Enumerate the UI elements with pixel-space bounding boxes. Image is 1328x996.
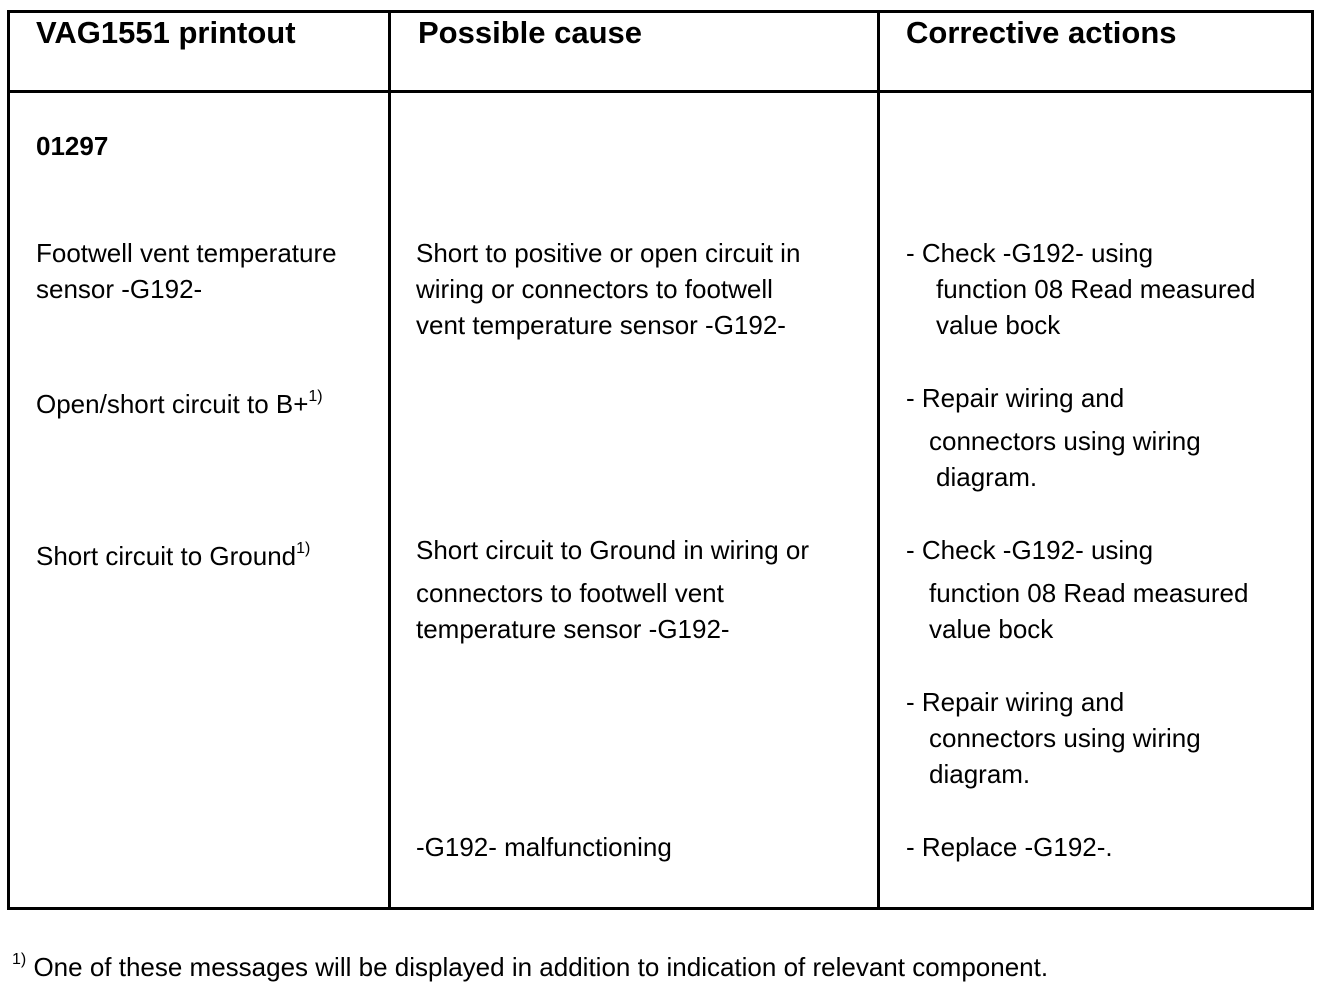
fault-message-short-ground-text: Short circuit to Ground — [36, 541, 297, 571]
cause-1-line2: wiring or connectors to footwell — [416, 274, 773, 304]
component-name-line2: sensor -G192- — [36, 274, 203, 304]
footnote-text: One of these messages will be displayed in addition to indication of relevant component. — [26, 952, 1049, 982]
column-divider-1 — [388, 13, 391, 907]
cause-3: -G192- malfunctioning — [416, 832, 672, 862]
fault-message-open-short-text: Open/short circuit to B+ — [36, 389, 309, 419]
action-1-line3: value bock — [936, 310, 1061, 340]
footnote-marker: 1) — [12, 951, 27, 968]
component-name-line1: Footwell vent temperature — [36, 238, 337, 268]
footnote-ref-2: 1) — [296, 540, 311, 557]
header-vag1551-printout: VAG1551 printout — [36, 15, 296, 50]
action-2-line2: connectors using wiring — [929, 426, 1201, 456]
cause-2-line1: Short circuit to Ground in wiring or — [416, 535, 810, 565]
cause-2-line2: connectors to footwell vent — [416, 578, 724, 608]
action-3-line3: value bock — [929, 614, 1054, 644]
action-2-line1: - Repair wiring and — [906, 383, 1125, 413]
fault-message-short-ground — [36, 541, 310, 571]
header-corrective-actions: Corrective actions — [906, 15, 1177, 50]
cause-1-line1: Short to positive or open circuit in — [416, 238, 801, 268]
action-3-line2: function 08 Read measured — [929, 578, 1249, 608]
action-3-line1: - Check -G192- using — [906, 535, 1154, 565]
header-possible-cause: Possible cause — [418, 15, 643, 50]
action-4-line1: - Repair wiring and — [906, 687, 1125, 717]
action-4-line3: diagram. — [929, 759, 1031, 789]
action-1-line2: function 08 Read measured — [936, 274, 1256, 304]
footnote — [12, 952, 1048, 982]
fault-message-open-short — [36, 389, 323, 419]
cause-1-line3: vent temperature sensor -G192- — [416, 310, 786, 340]
cause-2-line3: temperature sensor -G192- — [416, 614, 730, 644]
column-divider-2 — [877, 13, 880, 907]
action-1-line1: - Check -G192- using — [906, 238, 1154, 268]
fault-code: 01297 — [36, 131, 109, 161]
action-2-line3: diagram. — [936, 462, 1038, 492]
footnote-ref-1: 1) — [308, 388, 323, 405]
action-4-line2: connectors using wiring — [929, 723, 1201, 753]
action-5: - Replace -G192-. — [906, 832, 1113, 862]
header-divider — [10, 90, 1311, 93]
diagnostic-table — [7, 10, 1314, 910]
